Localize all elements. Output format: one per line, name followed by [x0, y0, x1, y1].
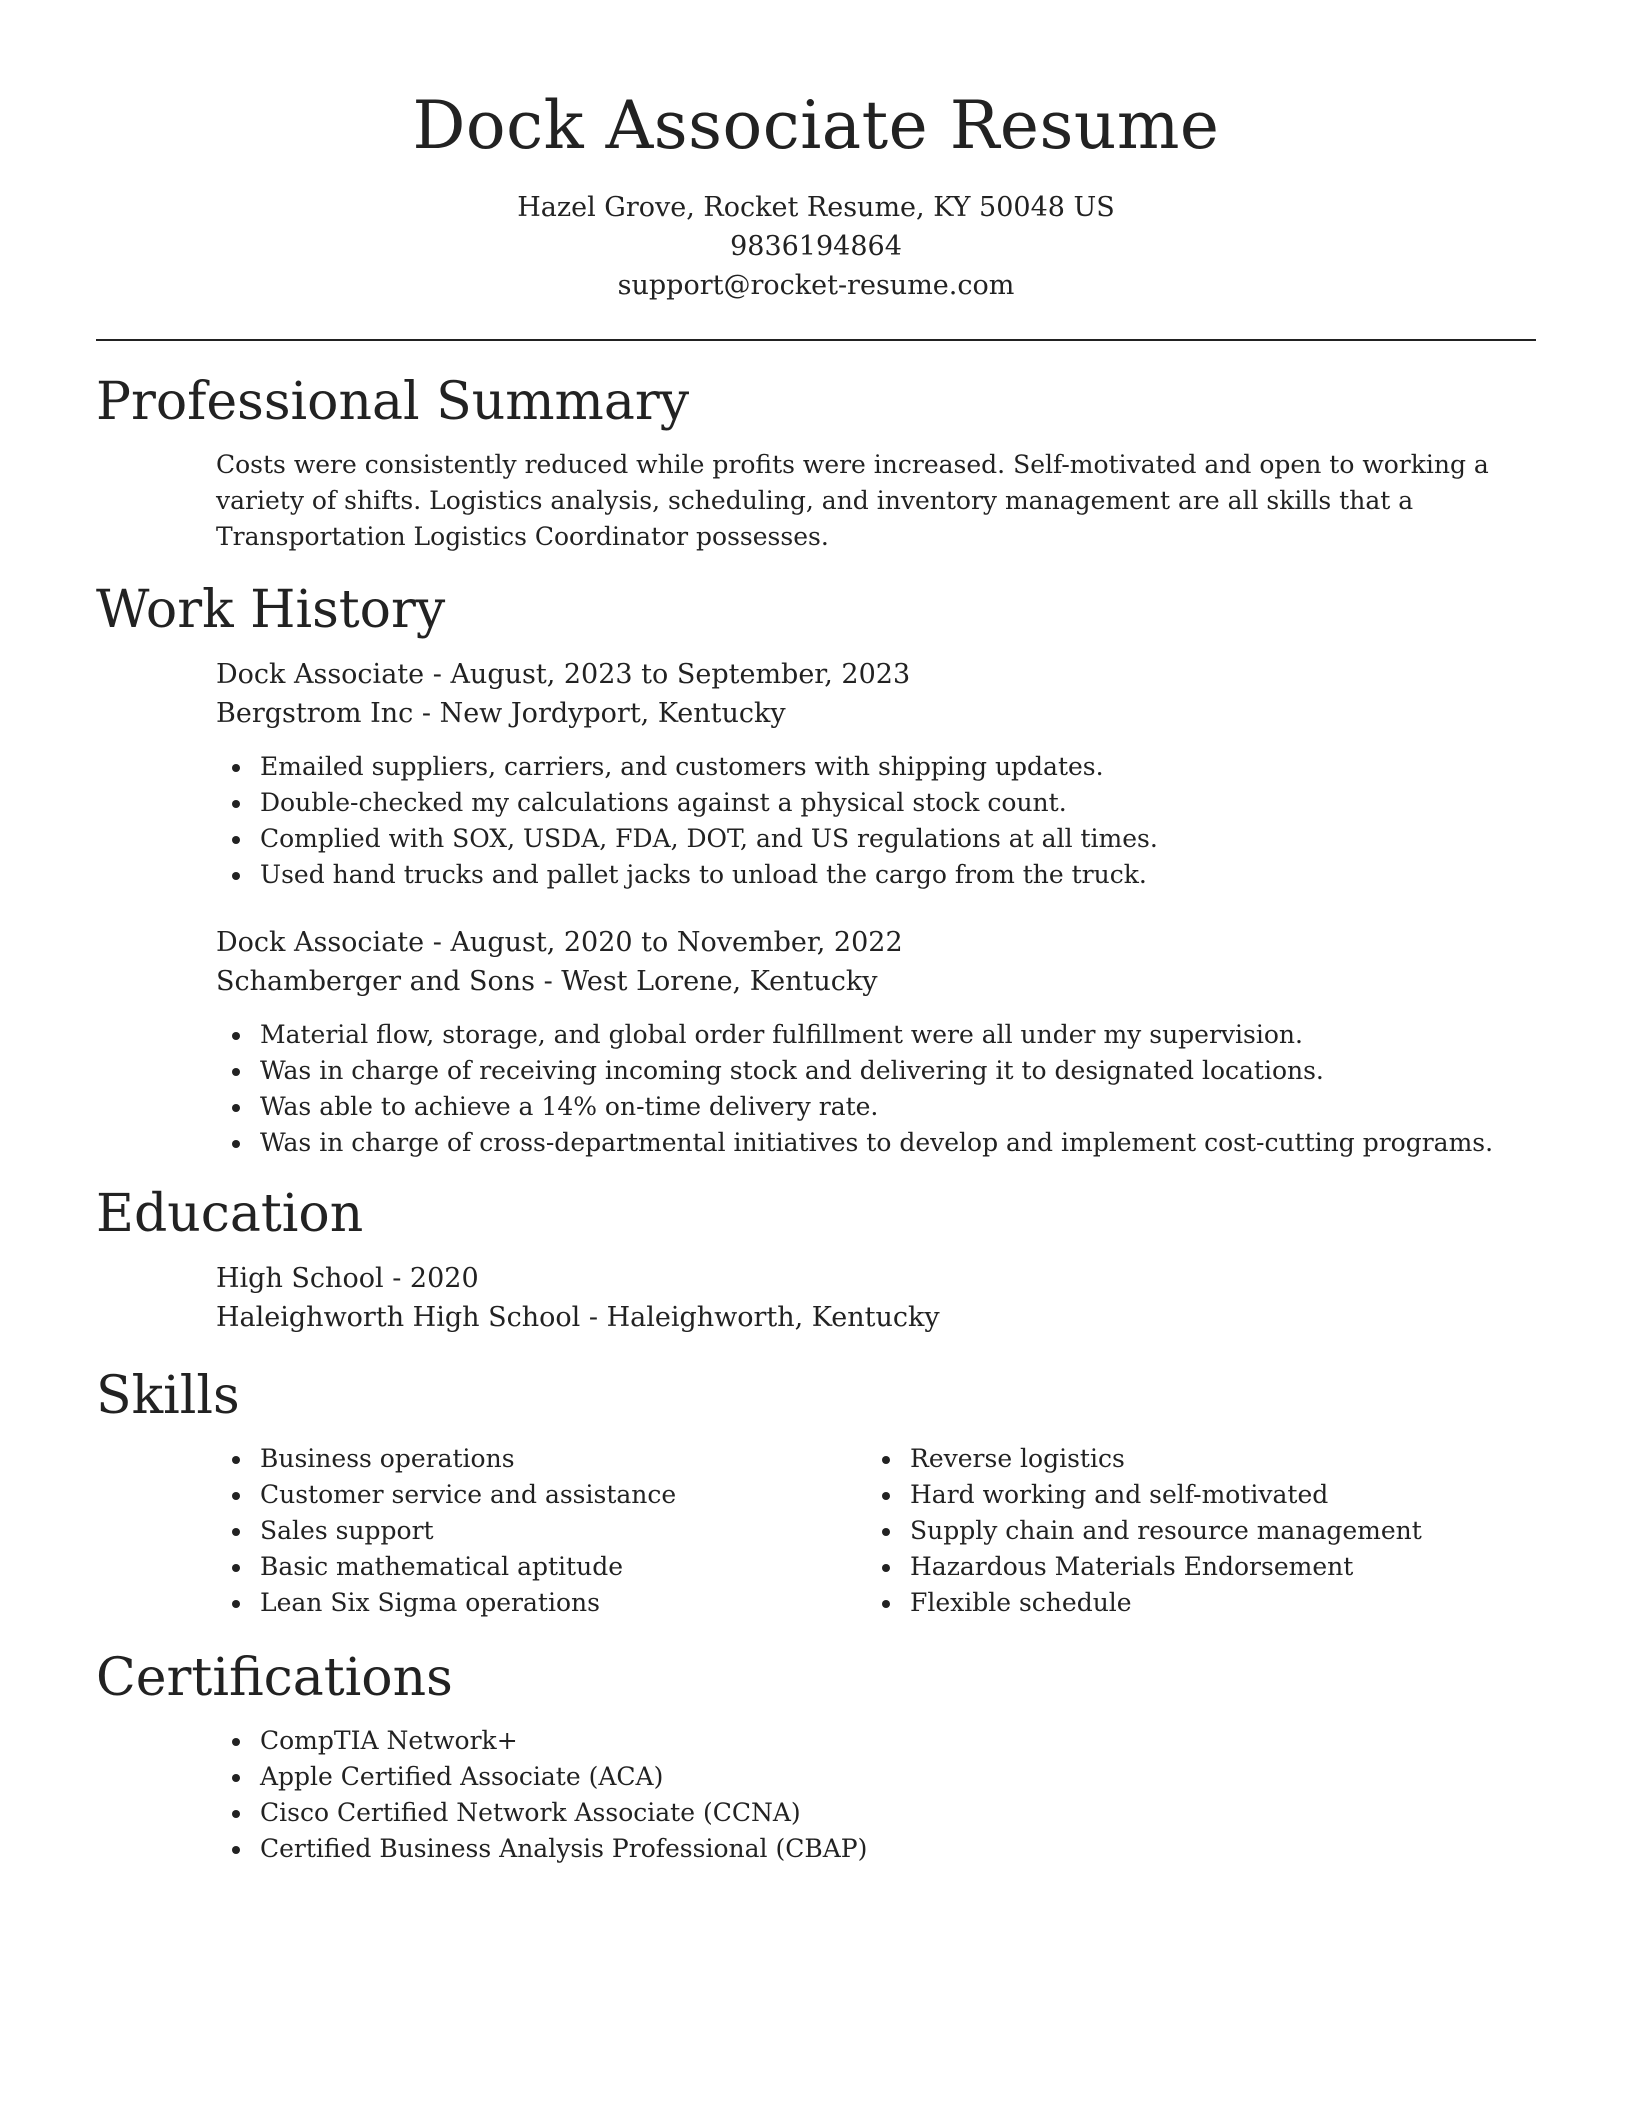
- job-entry: [96, 655, 1536, 893]
- separator: -: [543, 966, 553, 997]
- page-title: Dock Associate Resume: [412, 87, 1220, 164]
- job-title-line: [216, 655, 1536, 694]
- summary-section: [96, 371, 1536, 555]
- job-title-line: [216, 923, 1536, 962]
- section-title-skills: Skills: [96, 1366, 240, 1426]
- list-item: Used hand trucks and pallet jacks to unload the cargo from the truck.: [216, 857, 1536, 893]
- skills-grid: [96, 1441, 1536, 1621]
- summary-body: [96, 447, 1536, 555]
- education-degree: High School: [216, 1263, 384, 1294]
- list-item: Basic mathematical aptitude: [216, 1549, 866, 1585]
- list-item: Hard working and self-motivated: [866, 1477, 1516, 1513]
- list-item: Lean Six Sigma operations: [216, 1585, 866, 1621]
- job-bullets: [216, 749, 1536, 893]
- education-location: Haleighworth, Kentucky: [606, 1302, 940, 1333]
- education-entry: [96, 1259, 1536, 1337]
- contact-block: [96, 188, 1536, 305]
- work-section: [96, 579, 1536, 1161]
- header-divider: [96, 339, 1536, 341]
- contact-phone: 9836194864: [730, 231, 902, 262]
- list-item: Emailed suppliers, carriers, and customers with shipping updates.: [216, 749, 1536, 785]
- list-item: Material flow, storage, and global order fulfillment were all under my supervision.: [216, 1017, 1536, 1053]
- job-dates: August, 2023 to September, 2023: [450, 659, 911, 690]
- skills-section: [96, 1365, 1536, 1621]
- job-entry: [96, 923, 1536, 1161]
- separator: -: [588, 1302, 598, 1333]
- resume-header: [96, 0, 1536, 305]
- separator: -: [432, 927, 442, 958]
- list-item: Reverse logistics: [866, 1441, 1516, 1477]
- list-item: Apple Certified Associate (ACA): [216, 1759, 1536, 1795]
- job-bullets: [216, 1017, 1536, 1161]
- list-item: Sales support: [216, 1513, 866, 1549]
- job-company: Schamberger and Sons: [216, 966, 535, 997]
- list-item: Was able to achieve a 14% on-time delivery rate.: [216, 1089, 1536, 1125]
- job-company-line: [216, 962, 1536, 1001]
- summary-text: Costs were consistently reduced while profits were increased. Self-motivated and open to working a variety of shifts. Logistics analysis, scheduling, and inventory management are all skills that a Transportation Logistics Coordinator possesses.: [216, 450, 1489, 551]
- list-item: Customer service and assistance: [216, 1477, 866, 1513]
- separator: -: [392, 1263, 402, 1294]
- separator: -: [421, 698, 431, 729]
- section-title-summary: Professional Summary: [96, 372, 690, 432]
- contact-email: support@rocket-resume.com: [617, 270, 1015, 301]
- section-title-certifications: Certifications: [96, 1648, 453, 1708]
- education-section: [96, 1183, 1536, 1337]
- list-item: Business operations: [216, 1441, 866, 1477]
- list-item: CompTIA Network+: [216, 1723, 1536, 1759]
- job-title: Dock Associate: [216, 927, 425, 958]
- section-title-education: Education: [96, 1184, 364, 1244]
- job-title: Dock Associate: [216, 659, 425, 690]
- list-item: Cisco Certified Network Associate (CCNA): [216, 1795, 1536, 1831]
- contact-address: Hazel Grove, Rocket Resume, KY 50048 US: [517, 192, 1115, 223]
- certifications-section: [96, 1647, 1536, 1867]
- education-school: Haleighworth High School: [216, 1302, 581, 1333]
- certifications-body: [96, 1723, 1536, 1867]
- job-location: New Jordyport, Kentucky: [439, 698, 786, 729]
- list-item: Double-checked my calculations against a physical stock count.: [216, 785, 1536, 821]
- job-company: Bergstrom Inc: [216, 698, 414, 729]
- list-item: Certified Business Analysis Professional (CBAP): [216, 1831, 1536, 1867]
- list-item: Hazardous Materials Endorsement: [866, 1549, 1516, 1585]
- list-item: Was in charge of receiving incoming stock and delivering it to designated locations.: [216, 1053, 1536, 1089]
- job-dates: August, 2020 to November, 2022: [450, 927, 903, 958]
- education-school-line: [216, 1298, 1536, 1337]
- separator: -: [432, 659, 442, 690]
- section-title-work: Work History: [96, 580, 446, 640]
- education-year: 2020: [409, 1263, 479, 1294]
- skills-column-left: [216, 1441, 866, 1621]
- list-item: Was in charge of cross-departmental initiatives to develop and implement cost-cutting programs.: [216, 1125, 1536, 1161]
- list-item: Complied with SOX, USDA, FDA, DOT, and US regulations at all times.: [216, 821, 1536, 857]
- skills-column-right: [866, 1441, 1516, 1621]
- job-company-line: [216, 694, 1536, 733]
- list-item: Flexible schedule: [866, 1585, 1516, 1621]
- job-location: West Lorene, Kentucky: [561, 966, 878, 997]
- education-degree-line: [216, 1259, 1536, 1298]
- list-item: Supply chain and resource management: [866, 1513, 1516, 1549]
- certifications-list: [216, 1723, 1536, 1867]
